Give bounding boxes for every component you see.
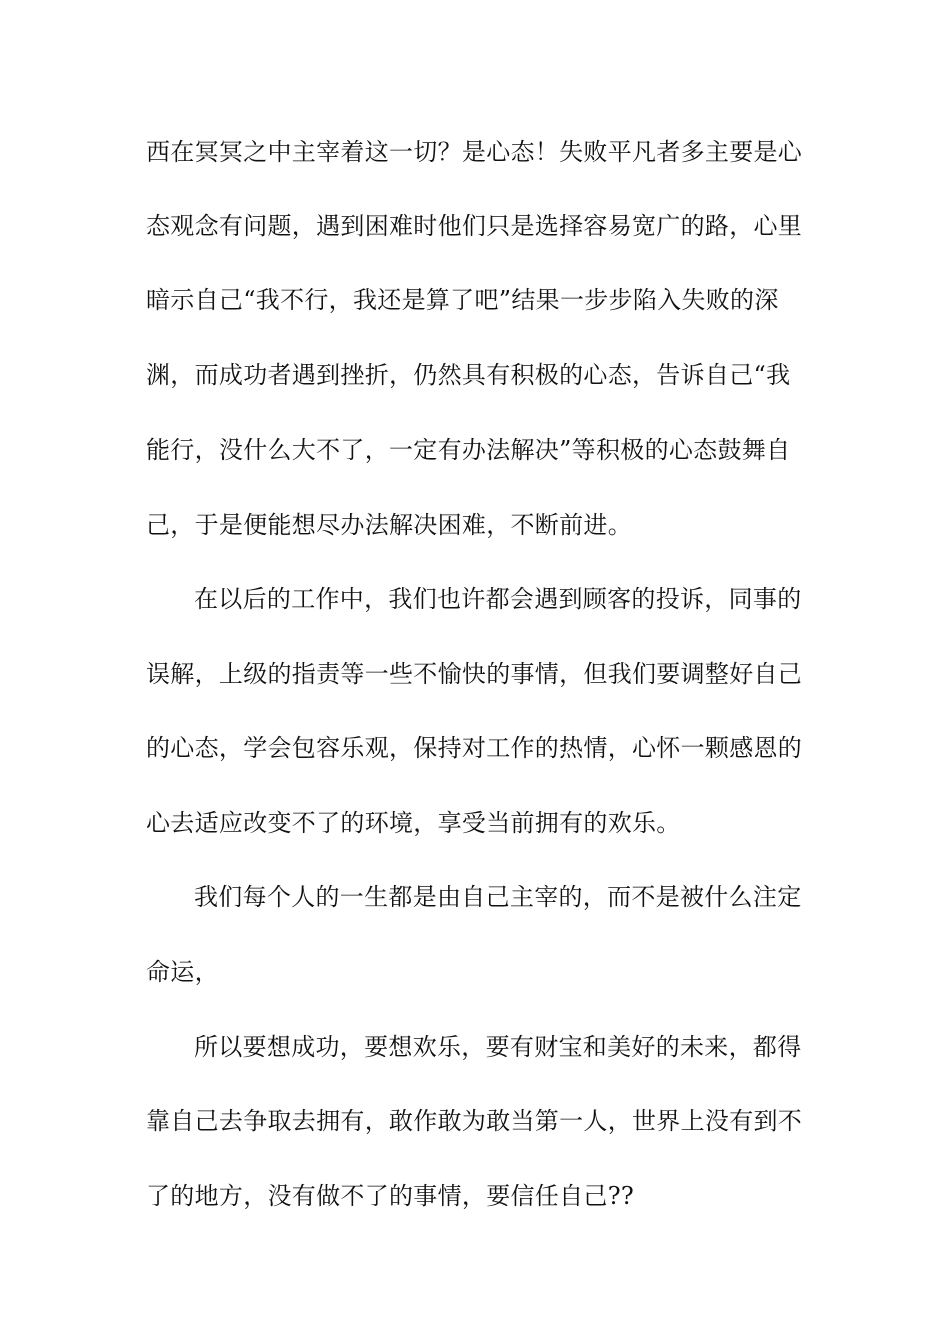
text-line: 心去适应改变不了的环境，享受当前拥有的欢乐。 <box>146 809 681 837</box>
text-line: 己，于是便能想尽办法解决困难，不断前进。 <box>146 511 632 539</box>
text-line: 态观念有问题，遇到困难时他们只是选择容易宽广的路，心里 <box>146 212 803 240</box>
paragraph-first-line: 我们每个人的一生都是由自己主宰的，而不是被什么注定 <box>194 883 802 911</box>
text-line: 能行，没什么大不了，一定有办法解决”等积极的心态鼓舞自 <box>146 436 791 464</box>
text-line: 暗示自己“我不行，我还是算了吧”结果一步步陷入失败的深 <box>146 286 779 314</box>
text-line: 西在冥冥之中主宰着这一切？是心态！失败平凡者多主要是心 <box>146 138 803 166</box>
text-line: 命运， <box>146 958 219 986</box>
paragraph-first-line: 所以要想成功，要想欢乐，要有财宝和美好的未来，都得 <box>194 1033 802 1061</box>
text-line: 的心态，学会包容乐观，保持对工作的热情，心怀一颗感恩的 <box>146 734 803 762</box>
text-line: 渊，而成功者遇到挫折，仍然具有积极的心态，告诉自己“我 <box>146 361 791 389</box>
text-line: 靠自己去争取去拥有，敢作敢为敢当第一人，世界上没有到不 <box>146 1107 803 1135</box>
text-line: 误解，上级的指责等一些不愉快的事情，但我们要调整好自己 <box>146 660 803 688</box>
text-line: 了的地方，没有做不了的事情，要信任自己?? <box>146 1182 635 1210</box>
paragraph-first-line: 在以后的工作中，我们也许都会遇到顾客的投诉，同事的 <box>194 585 802 613</box>
